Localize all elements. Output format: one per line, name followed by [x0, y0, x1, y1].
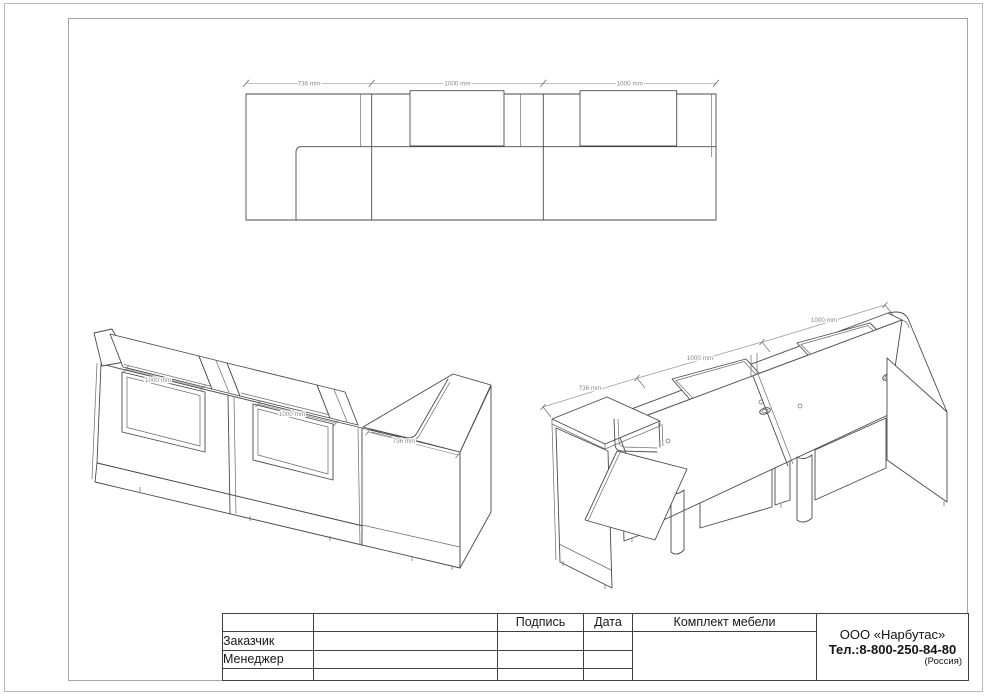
dimension-label: 736 mm [578, 385, 602, 392]
dimension-label: 1000 mm [444, 80, 471, 88]
product-title-cell: Комплект мебели [633, 614, 817, 632]
title-block-cell [223, 614, 314, 632]
dimension-label: 736 mm [297, 80, 321, 88]
company-country: (Россия) [924, 655, 962, 667]
title-block-cell [498, 669, 584, 681]
customer-label-cell: Заказчик [223, 632, 314, 651]
manager-signature-cell [498, 651, 584, 669]
product-body-cell [633, 632, 817, 681]
dimension-label: 1000 mm [686, 355, 714, 362]
customer-signature-cell [498, 632, 584, 651]
dimension-label: 1000 mm [810, 317, 838, 324]
manager-date-cell [584, 651, 633, 669]
customer-date-cell [584, 632, 633, 651]
top-view [243, 80, 719, 220]
title-block [222, 613, 969, 681]
dimension-label: 1000 mm [278, 411, 306, 418]
title-block-cell [584, 669, 633, 681]
title-block-cell [314, 614, 498, 632]
back-isometric-view [541, 302, 948, 589]
signature-header-cell: Подпись [498, 614, 584, 632]
dimension-label: 1000 mm [616, 80, 643, 88]
date-header-cell: Дата [584, 614, 633, 632]
company-info-cell [817, 614, 969, 681]
company-name: ООО «Нарбутас» [839, 626, 946, 642]
manager-label-cell: Менеджер [223, 651, 314, 669]
customer-value-cell [314, 632, 498, 651]
company-phone: Тел.:8-800-250-84-80 [828, 641, 957, 657]
front-isometric-view [92, 329, 491, 570]
dimension-label: 1000 mm [144, 377, 172, 384]
manager-value-cell [314, 651, 498, 669]
dimension-label: 736 mm [392, 438, 416, 445]
title-block-cell [223, 669, 314, 681]
title-block-cell [314, 669, 498, 681]
